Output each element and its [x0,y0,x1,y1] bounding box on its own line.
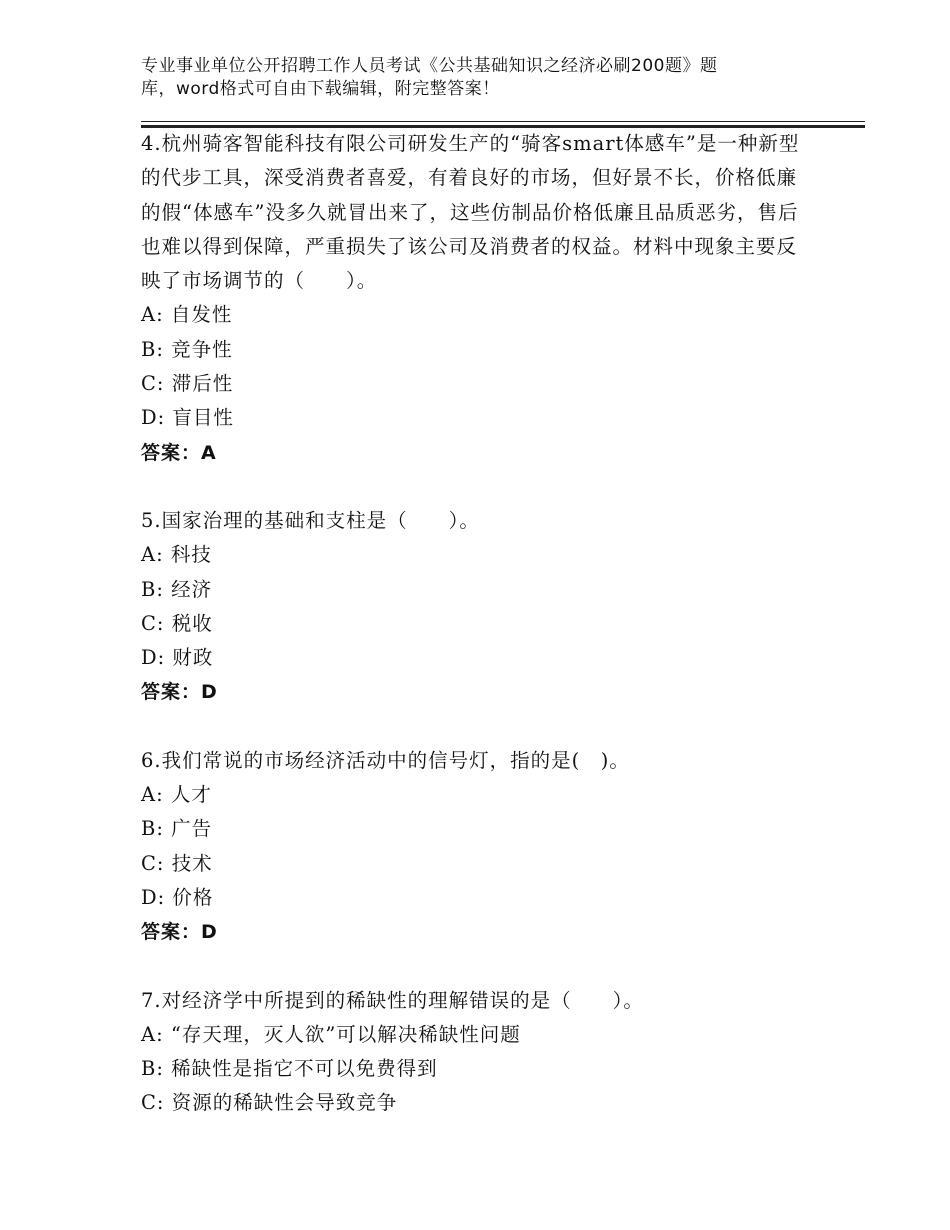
question-text: 5.国家治理的基础和支柱是（ ）。 [141,508,480,532]
question-list [141,127,801,1121]
question-text: 7.对经济学中所提到的稀缺性的理解错误的是（ ）。 [141,988,644,1012]
header-line-2: 库，word格式可自由下载编辑，附完整答案！ [141,79,500,99]
option-d: D: 盲目性 [141,406,234,430]
question-text: 6.我们常说的市场经济活动中的信号灯，指的是( )。 [141,748,630,772]
option-c: C: 税收 [141,611,213,635]
option-c: C: 资源的稀缺性会导致竞争 [141,1091,398,1115]
option-d: D: 价格 [141,885,214,909]
header-divider-thin [141,121,865,122]
document-header [141,55,781,101]
header-line-1: 专业事业单位公开招聘工作人员考试《公共基础知识之经济必刷200题》题 [141,56,718,76]
answer-label: 答案：A [141,441,217,464]
question-item [141,744,801,950]
option-d: D: 财政 [141,646,214,670]
question-item [141,984,801,1121]
question-item [141,504,801,710]
option-c: C: 技术 [141,851,213,875]
option-a: A: 自发性 [141,303,233,327]
question-text: 4.杭州骑客智能科技有限公司研发生产的“骑客smart体感车”是一种新型的代步工具，深受消费者喜爱，有着良好的市场，但好景不长，价格低廉的假“体感车”没多久就冒出来了，这些仿制品价格低廉且品质恶劣，售后也难以得到保障，严重损失了该公司及消费者的权益。材料中现象主要反映了市场调节的（ ）。 [141,132,800,293]
answer-label: 答案：D [141,681,218,704]
option-b: B: 稀缺性是指它不可以免费得到 [141,1057,438,1081]
option-a: A: 科技 [141,543,212,567]
option-b: B: 经济 [141,577,213,601]
option-a: A: “存天理，灭人欲”可以解决稀缺性问题 [141,1022,521,1046]
answer-label: 答案：D [141,921,218,944]
question-item [141,127,801,470]
option-c: C: 滞后性 [141,372,234,396]
option-b: B: 广告 [141,817,213,841]
option-a: A: 人才 [141,783,212,807]
option-b: B: 竞争性 [141,337,233,361]
